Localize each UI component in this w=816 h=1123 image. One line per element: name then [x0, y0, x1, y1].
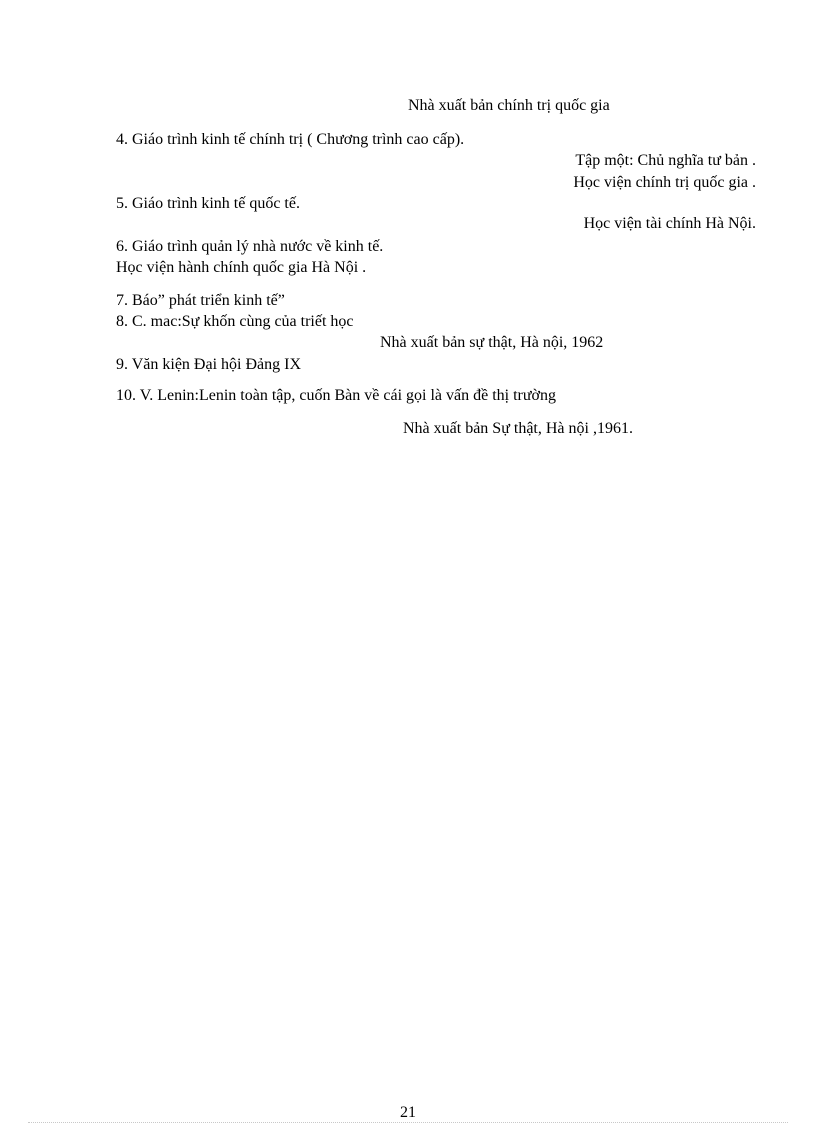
ref7-title: 7. Báo” phát triển kinh tế”: [116, 292, 285, 309]
ref4-title: 4. Giáo trình kinh tế chính trị ( Chương trình cao cấp).: [116, 131, 465, 148]
ref10-publisher: Nhà xuất bản Sự thật, Hà nội ,1961.: [403, 420, 633, 437]
ref6-title: 6. Giáo trình quản lý nhà nước về kinh tế.: [116, 238, 384, 255]
ref10-title: 10. V. Lenin:Lenin toàn tập, cuốn Bàn về cái gọi là vấn đề thị trường: [116, 387, 556, 404]
ref5-publisher: Học viện tài chính Hà Nội.: [583, 215, 756, 232]
ref4-volume: Tập một: Chủ nghĩa tư bản .: [575, 152, 756, 169]
ref3-publisher: Nhà xuất bản chính trị quốc gia: [408, 97, 610, 114]
ref4-publisher: Học viện chính trị quốc gia .: [573, 174, 756, 191]
ref6-publisher: Học viện hành chính quốc gia Hà Nội .: [116, 259, 367, 276]
ref9-title: 9. Văn kiện Đại hội Đảng IX: [116, 356, 301, 373]
ref5-title: 5. Giáo trình kinh tế quốc tế.: [116, 195, 300, 212]
page-number: 21: [400, 1104, 416, 1121]
ref8-publisher: Nhà xuất bản sự thật, Hà nội, 1962: [380, 334, 604, 351]
ref8-title: 8. C. mac:Sự khốn cùng của triết học: [116, 313, 354, 330]
